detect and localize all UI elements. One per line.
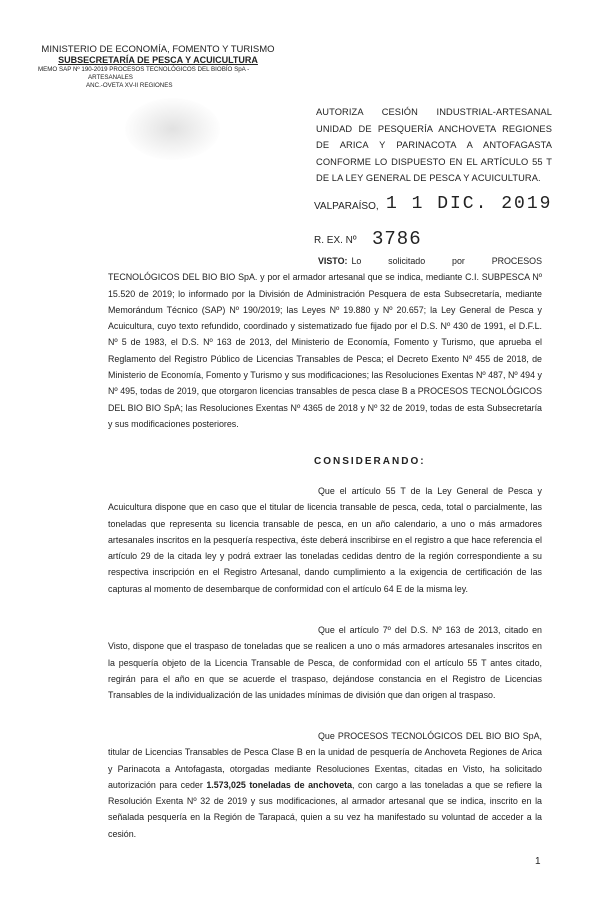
considerando-paragraph-3: [108, 728, 542, 842]
date-place: VALPARAÍSO,: [314, 201, 379, 212]
letterhead: [38, 44, 298, 90]
memo-reference: MEMO SAP Nº 190-2019 PROCESOS TECNOLÓGICOS DEL BIOBÍO SpA -: [38, 66, 250, 73]
considerando-paragraph-2-text: Que el artículo 7º del D.S. Nº 163 de 2013, citado en Visto, dispone que el traspaso de toneladas que se realicen a uno o más armadores artesanales inscritos en la pesquería objeto de la Licencia Transable de Pesca, de conformidad con el artículo 55 T antes citado, regirán para el año en que se acuerde el traspaso, dejándose constancia en el Registro de Licencias Transables de la individualización de las unidades mínimas de división que dan origen al traspaso.: [108, 625, 542, 701]
considerando-heading: CONSIDERANDO:: [314, 456, 426, 467]
resolution-number-label: R. EX. Nº: [314, 235, 357, 246]
considerando-paragraph-2: [108, 622, 542, 703]
considerando-paragraph-3-text-end: , con cargo a las toneladas a que se refiere la Resolución Exenta Nº 32 de 2019 y sus modificaciones, al armador artesanal que se indica, inscrito en la señalada pesquería en la Región de Tarapacá, quien a su vez ha manifestado su voluntad de acceder a la cesión.: [108, 779, 542, 839]
resolution-number: 3786: [372, 228, 422, 250]
resolution-title: AUTORIZA CESIÓN INDUSTRIAL-ARTESANAL UNIDAD DE PESQUERÍA ANCHOVETA REGIONES DE ARICA Y PARINACOTA A ANTOFAGASTA CONFORME LO DISPUESTO EN EL ARTÍCULO 55 T DE LA LEY GENERAL DE PESCA Y ACUICULTURA.: [316, 107, 552, 183]
page-number: 1: [535, 856, 541, 867]
memo-reference-line2: ARTESANALES: [88, 74, 133, 81]
subsecretaria-name: SUBSECRETARÍA DE PESCA Y ACUICULTURA: [58, 55, 258, 65]
considerando-paragraph-3-text: Que PROCESOS TECNOLÓGICOS DEL BIO BIO SpA, titular de Licencias Transables de Pesca Clase B en la unidad de pesquería de Anchoveta Regiones de Arica y Parinacota a Antofagasta, otorgadas mediante Resoluciones Exentas, citadas en Visto, ha solicitado autorización para ceder: [108, 731, 542, 790]
faded-seal: [125, 98, 220, 160]
visto-label: VISTO:: [318, 256, 348, 266]
considerando-paragraph-1-text: Que el artículo 55 T de la Ley General de Pesca y Acuicultura dispone que en caso que el titular de licencia transable de pesca, ceda, total o parcialmente, las toneladas que representa su licencia transable de pesca, en un año calendario, a uno o más armadores artesanales inscritos en la pesquería respectiva, éste deberá inscribirse en el registro a que hace referencia el artículo 29 de la citada ley y podrá extraer las toneladas cedidas dentro de la región correspondiente a su respectiva inscripción en el Registro Artesanal, dando cumplimiento a la exigencia de certificación de las capturas al momento de desembarque de conformidad con el artículo 64 E de la misma ley.: [108, 486, 542, 594]
date-stamp: 1 1 DIC. 2019: [386, 194, 553, 214]
considerando-paragraph-3-quantity: 1.573,025 toneladas de anchoveta: [206, 779, 353, 790]
ministry-name: MINISTERIO DE ECONOMÍA, FOMENTO Y TURISMO: [41, 44, 275, 55]
memo-reference-line3: ANC.-OVETA XV-II REGIONES: [86, 82, 173, 89]
considerando-paragraph-1: [108, 483, 542, 597]
visto-paragraph: [108, 253, 542, 432]
visto-text: Lo solicitado por PROCESOS TECNOLÓGICOS DEL BIO BIO SpA. y por el armador artesanal que se indica, mediante C.I. SUBPESCA Nº 15.520 de 2019; lo informado por la División de Administración Pesquera de esta Subsecretaría, mediante Memorándum Técnico (SAP) Nº 190/2019; las Leyes Nº 19.880 y Nº 20.657; la Ley General de Pesca y Acuicultura, cuyo texto refundido, coordinado y sistematizado fue fijado por el D.S. Nº 430 de 1991, el D.F.L. Nº 5 de 1983, el D.S. Nº 163 de 2013, del Ministerio de Economía, Fomento y Turismo, que aprueba el Reglamento del Registro Público de Licencias Transables de Pesca; el Decreto Exento Nº 455 de 2018, de Ministerio de Economía, Fomento y Turismo y sus modificaciones; las Resoluciones Exentas Nº 487, Nº 494 y Nº 495, todas de 2019, que otorgaron licencias transables de pesca clase B a PROCESOS TECNOLÓGICOS DEL BIO BIO SpA; las Resoluciones Exentas Nº 4365 de 2018 y Nº 32 de 2019, todas de esta Subsecretaría y sus modificaciones posteriores.: [108, 256, 542, 429]
